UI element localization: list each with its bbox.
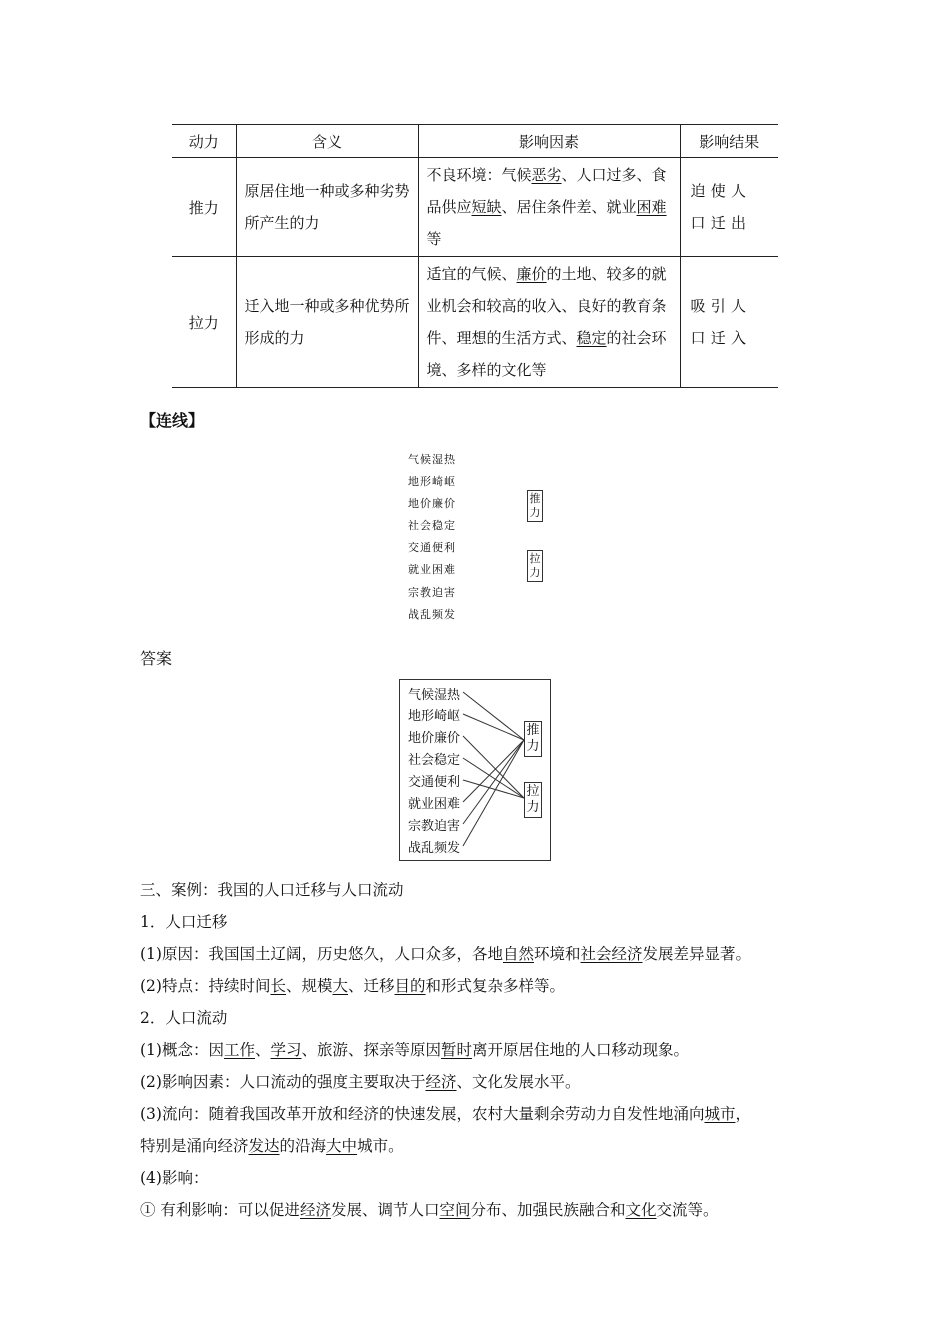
section3-sub1: 1．人口迁移 xyxy=(140,913,228,931)
answer-item: 地形崎岖 xyxy=(408,709,461,724)
push-label: 推力 xyxy=(172,158,236,257)
push-box: 推 力 xyxy=(527,490,543,522)
answer-label: 答案 xyxy=(140,649,173,668)
match-item: 地形崎岖 xyxy=(408,475,456,488)
pull-factors: 适宜的气候、廉价的土地、较多的就业机会和较高的收入、良好的教育条件、理想的生活方式、稳定的社会环境、多样的文化等 xyxy=(418,257,680,388)
pull-label: 拉力 xyxy=(172,257,236,388)
header-meaning: 含义 xyxy=(236,125,418,158)
section3-line-flow-cont: 特别是涌向经济发达的沿海大中城市。 xyxy=(140,1137,404,1155)
match-item: 气候湿热 xyxy=(408,453,456,466)
match-item: 就业困难 xyxy=(408,563,456,576)
answer-item: 就业困难 xyxy=(408,797,461,812)
header-factors: 影响因素 xyxy=(418,125,680,158)
section3-line-factors: (2)影响因素：人口流动的强度主要取决于经济、文化发展水平。 xyxy=(140,1073,581,1091)
section3-line-cause: (1)原因：我国国土辽阔，历史悠久，人口众多，各地自然环境和社会经济发展差异显著。 xyxy=(140,945,752,963)
header-force: 动力 xyxy=(172,125,236,158)
match-item: 社会稳定 xyxy=(408,519,456,532)
answer-item: 战乱频发 xyxy=(408,841,461,856)
answer-item: 交通便利 xyxy=(408,775,461,790)
match-item: 交通便利 xyxy=(408,541,456,554)
section3-line-positive: ① 有利影响：可以促进经济发展、调节人口空间分布、加强民族融合和文化交流等。 xyxy=(140,1201,719,1219)
answer-link-line xyxy=(463,692,524,740)
pull-result: 吸引人口迁入 xyxy=(680,257,778,388)
answer-item: 社会稳定 xyxy=(408,753,461,768)
section3-line-concept: (1)概念：因工作、学习、旅游、探亲等原因暂时离开原居住地的人口移动现象。 xyxy=(140,1041,690,1059)
section3-line-features: (2)特点：持续时间长、规模大、迁移目的和形式复杂多样等。 xyxy=(140,977,566,995)
answer-item: 气候湿热 xyxy=(408,688,461,703)
pull-meaning: 迁入地一种或多种优势所形成的力 xyxy=(236,257,418,388)
section3-line-impact: (4)影响： xyxy=(140,1169,209,1187)
answer-link-line xyxy=(463,740,524,824)
section3-line-flow: (3)流向：随着我国改革开放和经济的快速发展，农村大量剩余劳动力自发性地涌向城市， xyxy=(140,1105,751,1123)
answer-pull-box: 拉 力 xyxy=(524,782,542,818)
section3-heading: 三、案例：我国的人口迁移与人口流动 xyxy=(140,881,404,899)
push-result: 迫使人口迁出 xyxy=(680,158,778,257)
answer-item: 宗教迫害 xyxy=(408,819,461,834)
section3-sub2: 2．人口流动 xyxy=(140,1009,228,1027)
match-item: 宗教迫害 xyxy=(408,586,456,599)
match-item: 地价廉价 xyxy=(408,497,456,510)
push-meaning: 原居住地一种或多种劣势所产生的力 xyxy=(236,158,418,257)
answer-link-line xyxy=(463,714,524,740)
push-factors: 不良环境：气候恶劣、人口过多、食品供应短缺、居住条件差、就业困难等 xyxy=(418,158,680,257)
match-item: 战乱频发 xyxy=(408,608,456,621)
matching-title: 【连线】 xyxy=(140,411,205,430)
header-result: 影响结果 xyxy=(680,125,778,158)
answer-item: 地价廉价 xyxy=(408,731,461,746)
answer-push-box: 推 力 xyxy=(524,721,542,757)
pull-box: 拉 力 xyxy=(527,550,543,582)
